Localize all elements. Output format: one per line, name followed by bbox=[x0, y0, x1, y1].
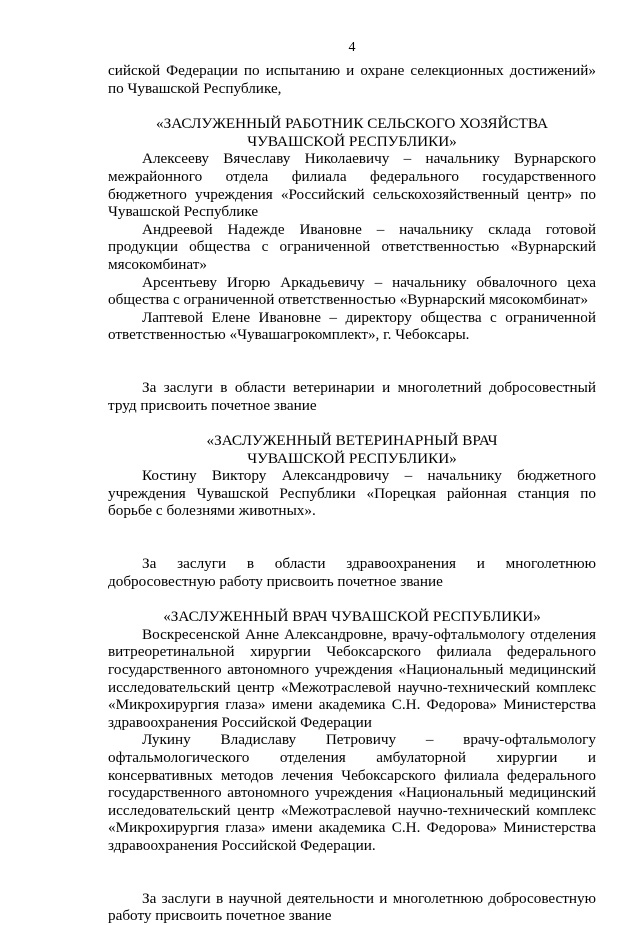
section2-title-line1: «ЗАСЛУЖЕННЫЙ ВЕТЕРИНАРНЫЙ ВРАЧ bbox=[206, 432, 498, 450]
intro-paragraph-tail: сийской Федерации по испытанию и охране селекционных достижений» по Чувашской Республике, bbox=[108, 62, 596, 97]
document-body bbox=[108, 62, 596, 925]
section1-entry: Арсентьеву Игорю Аркадьевичу – начальнику обвалочного цеха общества с ограниченной ответственностью «Вурнарский мясокомбинат» bbox=[108, 273, 596, 309]
section1-title-line1: «ЗАСЛУЖЕННЫЙ РАБОТНИК СЕЛЬСКОГО ХОЗЯЙСТВА bbox=[156, 115, 548, 133]
section1-entry: Лаптевой Елене Ивановне – директору общества с ограниченной ответственностью «Чувашагрокомплект», г. Чебоксары. bbox=[108, 308, 596, 344]
spacer bbox=[108, 97, 596, 115]
decree-paragraph-veterinary: За заслуги в области ветеринарии и многолетний добросовестный труд присвоить почетное звание bbox=[108, 378, 596, 414]
section3-entry: Лукину Владиславу Петровичу – врачу-офтальмологу офтальмологического отделения амбулаторной хирургии и консервативных методов лечения Чебоксарского филиала федерального государственного автономного учреждения «Национальный медицинский исследовательский центр «Межотраслевой научно-технический комплекс «Микрохирургия глаза» имени академика С.Н. Федорова» Министерства здравоохранения Российской Федерации. bbox=[108, 731, 596, 854]
section1-title bbox=[108, 115, 596, 150]
section2-title-line2: ЧУВАШСКОЙ РЕСПУБЛИКИ» bbox=[247, 449, 457, 467]
decree-paragraph-science: За заслуги в научной деятельности и многолетнюю добросовестную работу присвоить почетное звание bbox=[108, 889, 596, 925]
spacer bbox=[108, 520, 596, 555]
spacer bbox=[108, 590, 596, 608]
spacer bbox=[108, 414, 596, 432]
spacer bbox=[108, 855, 596, 890]
section1-entry: Андреевой Надежде Ивановне – начальнику склада готовой продукции общества с ограниченной ответственностью «Вурнарский мясокомбинат» bbox=[108, 220, 596, 273]
section3-entry: Воскресенской Анне Александровне, врачу-офтальмологу отделения витреоретинальной хирургии Чебоксарского филиала федерального государственного автономного учреждения «Национальный медицинский исследовательский центр «Межотраслевой научно-технический комплекс «Микрохирургия глаза» имени академика С.Н. Федорова» Министерства здравоохранения Российской Федерации bbox=[108, 625, 596, 731]
page-number: 4 bbox=[348, 40, 356, 55]
section2-entry: Костину Виктору Александровичу – начальнику бюджетного учреждения Чувашской Республики «Порецкая районная станция по борьбе с болезнями животных». bbox=[108, 467, 596, 520]
section1-entry: Алексееву Вячеславу Николаевичу – начальнику Вурнарского межрайонного отдела филиала федерального государственного бюджетного учреждения «Российский сельскохозяйственный центр» по Чувашской Республике bbox=[108, 150, 596, 221]
section3-title-line1: «ЗАСЛУЖЕННЫЙ ВРАЧ ЧУВАШСКОЙ РЕСПУБЛИКИ» bbox=[163, 608, 541, 626]
section3-title bbox=[108, 608, 596, 626]
decree-paragraph-healthcare: За заслуги в области здравоохранения и многолетнюю добросовестную работу присвоить почетное звание bbox=[108, 555, 596, 590]
spacer bbox=[108, 344, 596, 379]
section1-title-line2: ЧУВАШСКОЙ РЕСПУБЛИКИ» bbox=[247, 132, 457, 150]
section2-title bbox=[108, 432, 596, 467]
